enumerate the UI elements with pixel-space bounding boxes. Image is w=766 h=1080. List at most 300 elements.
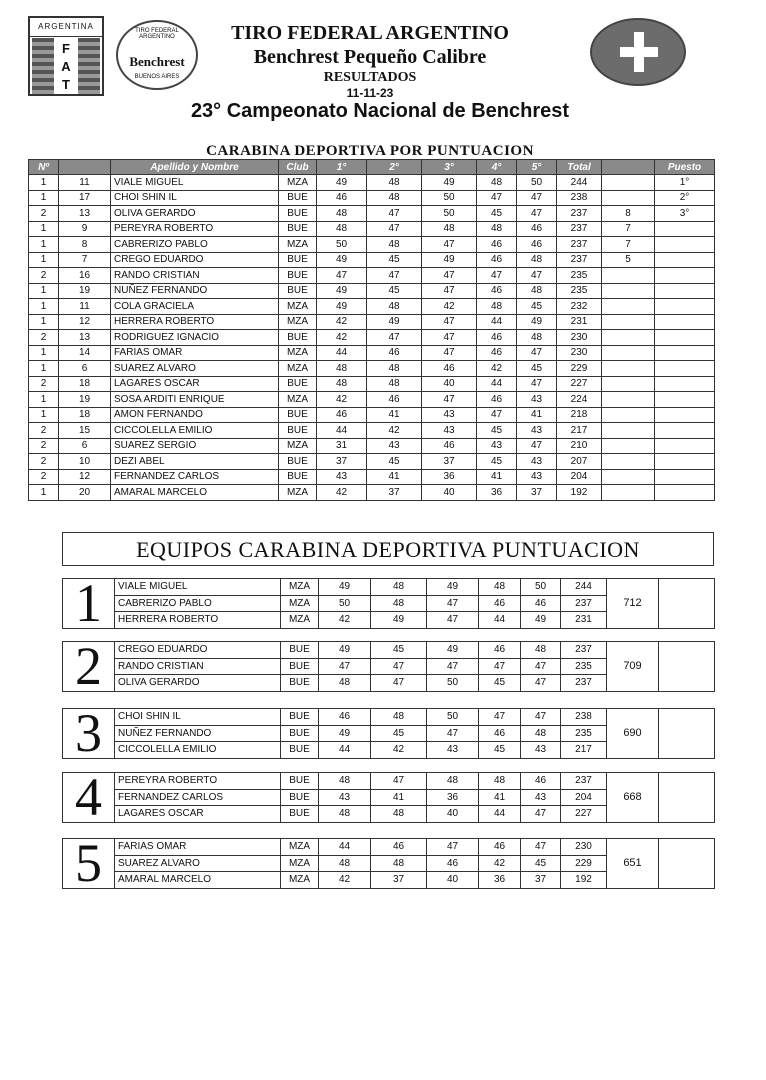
- table-cell: 237: [557, 237, 602, 253]
- table-cell: 43: [367, 438, 422, 454]
- table-cell: 47: [371, 773, 427, 790]
- shooter-name: CREGO EDUARDO: [111, 252, 279, 268]
- table-cell: 47: [521, 839, 561, 856]
- team-rank: 2: [63, 642, 115, 692]
- table-cell: 1: [29, 237, 59, 253]
- table-cell: 48: [317, 376, 367, 392]
- table-cell: 46: [367, 345, 422, 361]
- team-table: [62, 772, 715, 823]
- table-cell: MZA: [281, 579, 319, 596]
- table-row: [29, 314, 715, 330]
- table-cell: 36: [477, 485, 517, 501]
- table-cell: 46: [479, 725, 521, 742]
- table-cell: 47: [517, 268, 557, 284]
- table-cell: 48: [367, 361, 422, 377]
- table-cell: 42: [317, 485, 367, 501]
- benchrest-logo-mid: Benchrest: [129, 54, 185, 69]
- table-cell: 232: [557, 299, 602, 315]
- shooter-name: RANDO CRISTIAN: [111, 268, 279, 284]
- table-cell: BUE: [281, 806, 319, 823]
- table-cell: 229: [561, 855, 607, 872]
- table-cell: 41: [371, 789, 427, 806]
- table-cell: 43: [521, 742, 561, 759]
- table-cell: 48: [319, 855, 371, 872]
- shooter-name: RANDO CRISTIAN: [115, 658, 281, 675]
- table-cell: [602, 438, 655, 454]
- table-cell: [602, 407, 655, 423]
- table-cell: 237: [561, 642, 607, 659]
- table-cell: 15: [59, 423, 111, 439]
- team-blank-cell: [659, 839, 715, 889]
- table-cell: 31: [317, 438, 367, 454]
- table-cell: BUE: [281, 725, 319, 742]
- table-cell: 11: [59, 299, 111, 315]
- table-cell: 47: [422, 283, 477, 299]
- table-cell: 231: [561, 612, 607, 629]
- table-cell: 45: [521, 855, 561, 872]
- table-cell: 48: [477, 299, 517, 315]
- table-cell: 227: [557, 376, 602, 392]
- table-cell: 49: [317, 252, 367, 268]
- table-cell: 224: [557, 392, 602, 408]
- table-cell: 47: [367, 206, 422, 222]
- team-row: [63, 773, 715, 790]
- table-cell: 46: [477, 345, 517, 361]
- table-cell: [602, 423, 655, 439]
- table-cell: 46: [479, 595, 521, 612]
- table-cell: 48: [517, 252, 557, 268]
- table-cell: [655, 237, 715, 253]
- table-cell: BUE: [279, 268, 317, 284]
- results-col-header: [602, 160, 655, 175]
- shooter-name: CHOI SHIN IL: [111, 190, 279, 206]
- table-cell: 45: [477, 423, 517, 439]
- table-cell: 47: [367, 268, 422, 284]
- table-cell: MZA: [281, 595, 319, 612]
- table-row: [29, 423, 715, 439]
- table-cell: 48: [319, 675, 371, 692]
- table-cell: 44: [317, 345, 367, 361]
- table-cell: 46: [319, 709, 371, 726]
- table-cell: 210: [557, 438, 602, 454]
- table-cell: 45: [517, 299, 557, 315]
- table-cell: 46: [477, 392, 517, 408]
- shooter-name: FARIAS OMAR: [111, 345, 279, 361]
- table-cell: 50: [427, 675, 479, 692]
- table-cell: 218: [557, 407, 602, 423]
- table-row: [29, 330, 715, 346]
- table-cell: 47: [427, 725, 479, 742]
- table-cell: 48: [371, 709, 427, 726]
- table-cell: 9: [59, 221, 111, 237]
- table-cell: 48: [371, 855, 427, 872]
- table-cell: 47: [367, 330, 422, 346]
- shooter-name: AMARAL MARCELO: [111, 485, 279, 501]
- table-row: [29, 299, 715, 315]
- table-cell: 48: [371, 579, 427, 596]
- table-cell: 45: [479, 675, 521, 692]
- table-cell: 49: [367, 314, 422, 330]
- table-cell: 231: [557, 314, 602, 330]
- table-cell: 48: [367, 299, 422, 315]
- table-cell: 47: [427, 839, 479, 856]
- results-col-header: Nº: [29, 160, 59, 175]
- table-cell: 46: [479, 839, 521, 856]
- table-cell: 47: [422, 392, 477, 408]
- table-cell: 47: [517, 438, 557, 454]
- table-row: [29, 206, 715, 222]
- table-cell: 2: [29, 438, 59, 454]
- table-cell: 49: [317, 283, 367, 299]
- table-cell: MZA: [279, 314, 317, 330]
- shooter-name: HERRERA ROBERTO: [111, 314, 279, 330]
- shooter-name: AMON FERNANDO: [111, 407, 279, 423]
- table-row: [29, 190, 715, 206]
- table-cell: 47: [371, 658, 427, 675]
- table-cell: 50: [319, 595, 371, 612]
- table-cell: 237: [557, 221, 602, 237]
- shooter-name: CABRERIZO PABLO: [111, 237, 279, 253]
- table-cell: 7: [602, 221, 655, 237]
- table-cell: 5: [602, 252, 655, 268]
- table-cell: 2: [29, 330, 59, 346]
- table-cell: 46: [521, 595, 561, 612]
- team-rank: 1: [63, 579, 115, 629]
- table-cell: 47: [427, 612, 479, 629]
- table-cell: 43: [317, 469, 367, 485]
- table-cell: 46: [521, 773, 561, 790]
- table-cell: 46: [477, 252, 517, 268]
- team-table: [62, 838, 715, 889]
- table-cell: 47: [367, 221, 422, 237]
- table-cell: 42: [317, 314, 367, 330]
- benchrest-logo: [116, 20, 198, 90]
- shooter-name: DEZI ABEL: [111, 454, 279, 470]
- category-title: CARABINA DEPORTIVA POR PUNTUACION: [206, 143, 534, 159]
- table-cell: 47: [422, 345, 477, 361]
- table-row: [29, 345, 715, 361]
- table-cell: BUE: [279, 190, 317, 206]
- shooter-name: AMARAL MARCELO: [115, 872, 281, 889]
- table-cell: BUE: [279, 423, 317, 439]
- shooter-name: HERRERA ROBERTO: [115, 612, 281, 629]
- table-cell: 8: [602, 206, 655, 222]
- table-cell: [602, 330, 655, 346]
- table-cell: 46: [479, 642, 521, 659]
- table-cell: 45: [479, 742, 521, 759]
- team-row: [63, 839, 715, 856]
- table-cell: [655, 314, 715, 330]
- table-cell: 48: [477, 175, 517, 191]
- table-cell: 2: [29, 206, 59, 222]
- table-cell: 20: [59, 485, 111, 501]
- team-total: 690: [607, 709, 659, 759]
- table-row: [29, 376, 715, 392]
- results-col-header: Club: [279, 160, 317, 175]
- table-cell: 229: [557, 361, 602, 377]
- table-cell: 192: [557, 485, 602, 501]
- shooter-name: FERNANDEZ CARLOS: [115, 789, 281, 806]
- table-cell: 230: [557, 345, 602, 361]
- results-table: [28, 159, 715, 501]
- table-cell: 46: [317, 190, 367, 206]
- shooter-name: VIALE MIGUEL: [111, 175, 279, 191]
- table-cell: BUE: [281, 773, 319, 790]
- team-blank-cell: [659, 773, 715, 823]
- table-cell: 45: [371, 642, 427, 659]
- table-cell: MZA: [281, 839, 319, 856]
- table-cell: 42: [479, 855, 521, 872]
- team-blank-cell: [659, 579, 715, 629]
- team-row: [63, 709, 715, 726]
- table-cell: 42: [319, 872, 371, 889]
- results-col-header: 2°: [367, 160, 422, 175]
- results-col-header: 5°: [517, 160, 557, 175]
- table-cell: 1: [29, 175, 59, 191]
- table-cell: 46: [371, 839, 427, 856]
- table-cell: MZA: [279, 237, 317, 253]
- table-cell: 41: [479, 789, 521, 806]
- teams-title: EQUIPOS CARABINA DEPORTIVA PUNTUACION: [62, 532, 714, 566]
- table-cell: 50: [422, 206, 477, 222]
- shooter-name: SUAREZ ALVARO: [115, 855, 281, 872]
- table-row: [29, 438, 715, 454]
- results-col-header: 1°: [317, 160, 367, 175]
- table-cell: 13: [59, 206, 111, 222]
- event-date: 11-11-23: [346, 86, 394, 100]
- table-cell: 43: [517, 423, 557, 439]
- table-cell: 48: [517, 283, 557, 299]
- table-cell: MZA: [281, 855, 319, 872]
- table-cell: 43: [477, 438, 517, 454]
- table-cell: 47: [517, 345, 557, 361]
- table-cell: 217: [561, 742, 607, 759]
- table-cell: 48: [517, 330, 557, 346]
- table-cell: 47: [517, 190, 557, 206]
- table-row: [29, 237, 715, 253]
- table-cell: [655, 454, 715, 470]
- table-cell: [655, 221, 715, 237]
- table-cell: 45: [477, 454, 517, 470]
- table-cell: 43: [517, 392, 557, 408]
- table-cell: BUE: [279, 407, 317, 423]
- table-cell: 48: [521, 642, 561, 659]
- table-cell: [655, 299, 715, 315]
- table-cell: 238: [561, 709, 607, 726]
- table-cell: 49: [422, 175, 477, 191]
- team-table: [62, 708, 715, 759]
- table-cell: 2: [29, 469, 59, 485]
- table-row: [29, 252, 715, 268]
- results-col-header: [59, 160, 111, 175]
- table-cell: 42: [367, 423, 422, 439]
- table-cell: 46: [477, 283, 517, 299]
- table-cell: 1: [29, 314, 59, 330]
- table-cell: 235: [561, 725, 607, 742]
- table-cell: 19: [59, 392, 111, 408]
- table-cell: 48: [479, 579, 521, 596]
- table-cell: [655, 392, 715, 408]
- table-cell: [655, 438, 715, 454]
- table-cell: 46: [477, 330, 517, 346]
- table-cell: 18: [59, 376, 111, 392]
- table-cell: 42: [422, 299, 477, 315]
- team-rank: 3: [63, 709, 115, 759]
- table-cell: 43: [427, 742, 479, 759]
- table-cell: 47: [427, 595, 479, 612]
- team-row: [63, 579, 715, 596]
- table-cell: [602, 469, 655, 485]
- table-cell: 49: [319, 725, 371, 742]
- fat-logo-band: ARGENTINA: [30, 18, 102, 37]
- table-cell: 47: [521, 658, 561, 675]
- table-cell: 1: [29, 361, 59, 377]
- table-cell: [655, 407, 715, 423]
- table-cell: 49: [427, 642, 479, 659]
- table-cell: 1: [29, 485, 59, 501]
- table-cell: 1: [29, 299, 59, 315]
- shooter-name: OLIVA GERARDO: [111, 206, 279, 222]
- team-table: [62, 578, 715, 629]
- table-cell: 41: [517, 407, 557, 423]
- table-cell: 45: [517, 361, 557, 377]
- shooter-name: LAGARES OSCAR: [115, 806, 281, 823]
- table-cell: 47: [479, 709, 521, 726]
- table-row: [29, 283, 715, 299]
- table-cell: 48: [371, 806, 427, 823]
- table-cell: 42: [319, 612, 371, 629]
- table-cell: 37: [422, 454, 477, 470]
- table-cell: [655, 423, 715, 439]
- table-cell: 37: [367, 485, 422, 501]
- results-body: [29, 175, 715, 501]
- table-cell: 49: [427, 579, 479, 596]
- table-cell: 48: [319, 806, 371, 823]
- fat-logo: [28, 16, 104, 96]
- table-cell: 40: [422, 485, 477, 501]
- table-cell: 48: [367, 175, 422, 191]
- table-cell: 40: [427, 872, 479, 889]
- team-blank-cell: [659, 709, 715, 759]
- shooter-name: OLIVA GERARDO: [115, 675, 281, 692]
- table-cell: 237: [561, 675, 607, 692]
- table-cell: [602, 268, 655, 284]
- cross-horizontal: [620, 47, 658, 57]
- table-cell: [602, 314, 655, 330]
- table-cell: MZA: [279, 299, 317, 315]
- shooter-name: CHOI SHIN IL: [115, 709, 281, 726]
- table-cell: [602, 361, 655, 377]
- table-cell: 7: [59, 252, 111, 268]
- team-rank: 4: [63, 773, 115, 823]
- table-cell: 48: [367, 376, 422, 392]
- shooter-name: SUAREZ ALVARO: [111, 361, 279, 377]
- table-cell: 47: [371, 675, 427, 692]
- table-cell: BUE: [281, 742, 319, 759]
- table-cell: 47: [422, 330, 477, 346]
- table-cell: 48: [371, 595, 427, 612]
- table-cell: 44: [319, 839, 371, 856]
- table-cell: 235: [557, 268, 602, 284]
- table-cell: 44: [477, 376, 517, 392]
- shooter-name: PEREYRA ROBERTO: [111, 221, 279, 237]
- table-cell: 237: [561, 595, 607, 612]
- table-row: [29, 469, 715, 485]
- table-cell: 46: [422, 361, 477, 377]
- table-cell: 37: [371, 872, 427, 889]
- table-cell: 12: [59, 314, 111, 330]
- table-cell: 49: [317, 175, 367, 191]
- table-cell: BUE: [281, 658, 319, 675]
- table-cell: BUE: [279, 283, 317, 299]
- results-col-header: Total: [557, 160, 602, 175]
- shooter-name: FARIAS OMAR: [115, 839, 281, 856]
- table-cell: BUE: [279, 221, 317, 237]
- table-cell: 192: [561, 872, 607, 889]
- results-col-header: 3°: [422, 160, 477, 175]
- table-cell: 47: [521, 806, 561, 823]
- team-row: [63, 642, 715, 659]
- table-cell: [602, 376, 655, 392]
- table-row: [29, 454, 715, 470]
- table-cell: [602, 283, 655, 299]
- table-cell: BUE: [279, 252, 317, 268]
- fat-stripe-right: [78, 38, 100, 94]
- table-cell: MZA: [279, 485, 317, 501]
- shooter-name: SOSA ARDITI ENRIQUE: [111, 392, 279, 408]
- table-cell: 10: [59, 454, 111, 470]
- table-cell: 1: [29, 407, 59, 423]
- table-cell: 235: [561, 658, 607, 675]
- table-cell: 45: [371, 725, 427, 742]
- table-cell: [602, 190, 655, 206]
- table-cell: 18: [59, 407, 111, 423]
- table-cell: 47: [319, 658, 371, 675]
- table-cell: 50: [427, 709, 479, 726]
- table-cell: 42: [317, 330, 367, 346]
- table-cell: 45: [367, 454, 422, 470]
- table-cell: 19: [59, 283, 111, 299]
- results-title: RESULTADOS: [323, 70, 417, 85]
- championship-title: 23° Campeonato Nacional de Benchrest: [190, 100, 570, 122]
- table-cell: 50: [422, 190, 477, 206]
- table-cell: 46: [367, 392, 422, 408]
- team-total: 712: [607, 579, 659, 629]
- table-cell: [602, 454, 655, 470]
- table-cell: 47: [477, 268, 517, 284]
- table-cell: 237: [561, 773, 607, 790]
- table-cell: [655, 330, 715, 346]
- table-cell: 37: [517, 485, 557, 501]
- team-total: 651: [607, 839, 659, 889]
- table-cell: 41: [367, 469, 422, 485]
- table-cell: [602, 345, 655, 361]
- table-cell: 49: [521, 612, 561, 629]
- table-cell: 41: [367, 407, 422, 423]
- table-cell: [655, 469, 715, 485]
- shooter-name: CICCOLELLA EMILIO: [115, 742, 281, 759]
- table-cell: 42: [371, 742, 427, 759]
- table-row: [29, 268, 715, 284]
- table-cell: MZA: [279, 361, 317, 377]
- table-cell: 44: [479, 612, 521, 629]
- table-cell: 1: [29, 221, 59, 237]
- table-cell: BUE: [279, 330, 317, 346]
- table-cell: 1: [29, 392, 59, 408]
- table-cell: 43: [517, 454, 557, 470]
- table-cell: 50: [317, 237, 367, 253]
- table-cell: 47: [479, 658, 521, 675]
